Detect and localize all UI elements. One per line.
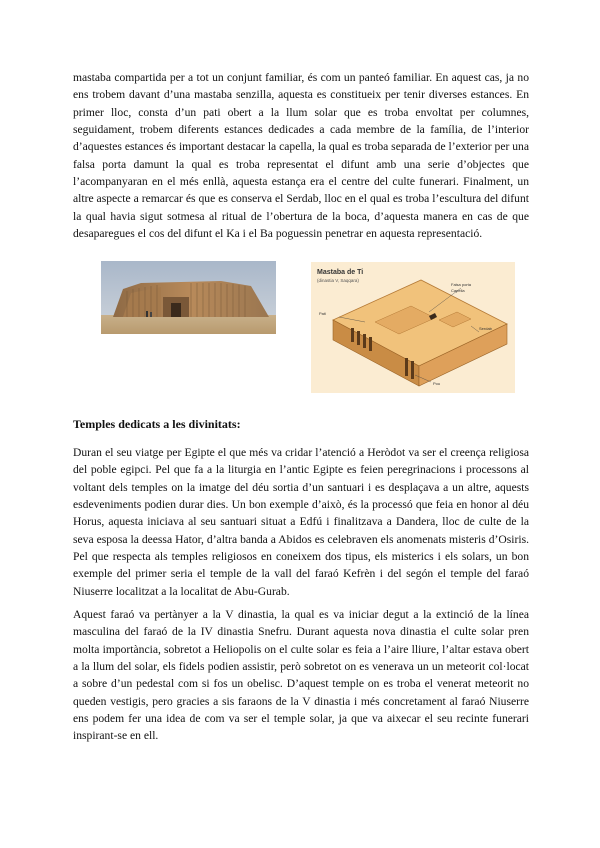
diagram-subtitle: (dinastia V, Saqqara) (317, 278, 359, 283)
section-heading: Temples dedicats a les divinitats: (73, 417, 241, 431)
paragraph-mastaba: mastaba compartida per a tot un conjunt familiar, és com un panteó familiar. En aquest cas, ja no ens trobem davant d’una mastaba senzilla, aquesta es constitueix per tenir diverses estances. En primer lloc, consta d’un pati obert a la llum solar que es troba envoltat per columnes, seguidament, trobem diferents estances dedicades a cada membre de la família, de l’interior d’aquestes estances és important destacar la capella, la qual es troba separada de l’exterior per una falsa porta damunt la qual es troba representat el difunt amb una serie d’objectes que l’acompanyaran en el més enllà, aquesta estança era el centre del culte funerari. Finalment, un altre aspecte a remarcar és que es conserva el Serdab, lloc en el qual es troba l’escultura del difunt la qual havia sigut sotmesa al ritual de l’obertura de la boca, d’aquesta manera en cas de que desaparegues el cos del difunt el Ka i el Ba poguessin penetrar en aquesta representació. (73, 71, 529, 241)
diagram-mastaba-ti (311, 262, 515, 393)
label-falsa-porta: Falsa porta (451, 282, 472, 287)
label-serdab: Serdab (479, 326, 492, 331)
label-pou: Pou (433, 381, 441, 386)
paragraph-temples: Duran el seu viatge per Egipte el que més va cridar l’atenció a Heròdot va ser el creença religiosa del poble egipci. Pel que fa a la liturgia en l’antic Egipte es feien peregrinacions i processons al voltant dels temples on la imatge del déu sortia d’un santuari i es desplaçava a un altre, aquests esdeveniments podien durar dies. Un bon exemple d’això, és la processó que feia en honor al déu Horus, aquesta iniciava al seu santuari situat a Edfú i finalitzava a Dandera, lloc de culte de la seva esposa la deessa Hator, d’altra banda a Abidos es celebraven els anomenats misteris d’Osiris. Pel que respecta als temples religiosos en coneixem dos tipus, els misterics i els solars, un bon exemple del primer seria el temple de la vall del faraó Kefrèn i del segón el temple del faraó Niuserre localitzat a la localitat de Abu-Gurab. (73, 446, 529, 598)
label-capella: Capella (451, 288, 465, 293)
diagram-title: Mastaba de Ti (317, 269, 364, 276)
paragraph-niuserre: Aquest faraó va pertànyer a la V dinastia, la qual es va iniciar degut a la extinció de la línea masculina del faraó de la IV dinastia Snefru. Durant aquesta nova dinastia el culte solar pren molta importància, sobretot a Heliopolis on el culte solar es feia a l’aire lliure, l’altar estava obert a la llum del solar, els fidels podien assistir, però sobretot on es venerava un un meteorit col·locat a sobre d’un pedestal com si fos un obelisc. D’aquest temple on es troba el venerat meteorit no queden vestigis, pero gracies a sis faraons de la V dinastia i més concretament al faraó Niuserre ens podem fer una idea de com va ser el temple solar, ja que va aixecar el seu recinte funerari inspirant-se en ell. (73, 608, 529, 743)
photo-mastaba-ruins (101, 261, 276, 334)
label-pati: Pati (319, 311, 326, 316)
